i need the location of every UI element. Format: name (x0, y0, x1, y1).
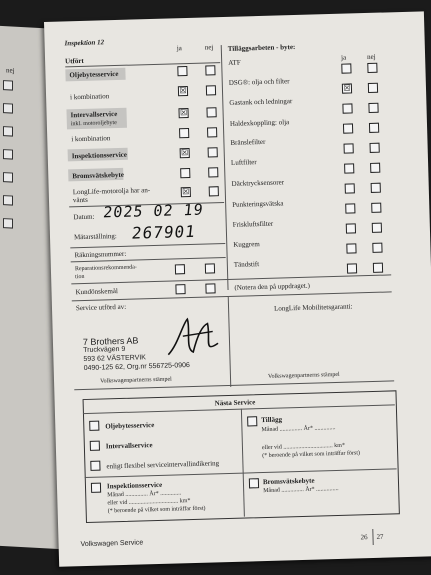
next-service-title: Nästa Service (214, 398, 256, 408)
left-item-label: i kombination (70, 92, 110, 102)
next-oil-label: Oljebytesservice (105, 421, 155, 431)
stamp-street: Truckvägen 9 (83, 345, 126, 355)
performed-by-label: Service utförd av: (75, 302, 127, 313)
left-item-sub: vänts (72, 195, 88, 205)
repair-sub: tion (75, 273, 85, 281)
right-item-label: Bränslefilter (230, 137, 266, 147)
prev-checkbox (3, 218, 13, 229)
checkbox-no[interactable] (367, 63, 377, 73)
checkbox-yes[interactable] (345, 203, 355, 213)
right-item-label: ATF (228, 58, 241, 67)
checkbox-yes[interactable] (346, 243, 356, 253)
right-item-label: Gastank och ledningar (229, 97, 293, 107)
checkbox-no[interactable] (368, 83, 378, 93)
prev-nej-label: nej (6, 66, 15, 75)
checkbox-yes[interactable]: ☒ (179, 108, 188, 118)
checkbox-no[interactable] (372, 243, 382, 253)
checkbox-yes[interactable]: ☒ (343, 83, 351, 93)
checkbox-yes[interactable] (346, 223, 356, 233)
checkbox-tillagg[interactable] (247, 416, 257, 426)
checkbox-no[interactable] (205, 263, 215, 273)
divider (70, 243, 225, 248)
left-section-title: Utfört (64, 56, 84, 66)
right-item-label: Haldexkoppling: olja (229, 118, 290, 128)
left-item-label: Intervallservice (70, 109, 118, 120)
checkbox-yes[interactable] (180, 168, 190, 178)
date-label: Datum: (73, 212, 95, 222)
checkbox-yes[interactable] (344, 143, 354, 153)
next-inspection-note: (* beroende på vilket som inträffar först) (107, 505, 206, 515)
checkbox-no[interactable] (206, 85, 216, 95)
footer-page-right: 27 (376, 532, 384, 541)
right-section-title: Tilläggsarbeten - byte: (227, 42, 296, 53)
next-flex-label: enligt flexibel serviceintervallindikering (106, 459, 220, 471)
checkbox-no[interactable] (371, 183, 381, 193)
left-item-label: i kombination (71, 134, 111, 144)
mileage-value[interactable]: 267901 (130, 221, 197, 243)
right-col-no: nej (366, 52, 376, 61)
right-item-label: DSG®: olja och filter (228, 77, 290, 87)
divider (228, 297, 232, 387)
next-tillagg-km[interactable]: eller vid ................................. km* (261, 442, 346, 452)
stamp-caption-left: Volkswagenpartnerns stämpel (99, 376, 172, 385)
prev-checkbox (3, 103, 13, 114)
left-item-label: Oljebytesservice (69, 69, 119, 80)
checkbox-yes[interactable] (175, 284, 185, 294)
footer-page-left: 26 (360, 533, 368, 542)
repair-label: Reparationsrekommenda- (74, 264, 137, 273)
mileage-label: Mätarställning: (73, 232, 117, 242)
checkbox-no[interactable] (372, 223, 382, 233)
date-value[interactable]: 2025 02 19 (102, 200, 205, 222)
checkbox-no[interactable] (368, 103, 378, 113)
divider (71, 274, 391, 284)
prev-checkbox (3, 195, 13, 206)
checkbox-no[interactable] (208, 147, 218, 157)
next-interval-label: Intervallservice (105, 441, 153, 451)
next-tillagg-month[interactable]: Månad ............... År* .............. (261, 425, 336, 434)
right-item-label: Luftfilter (230, 158, 257, 167)
next-inspection-label: Inspektionsservice (106, 480, 163, 491)
stamp-caption-right: Volkswagenpartnerns stämpel (267, 371, 340, 380)
next-inspection-km[interactable]: eller vid ................................. km* (107, 498, 191, 507)
longlife-label: LongLife Mobilitetsgaranti: (273, 302, 353, 313)
checkbox-no[interactable] (370, 143, 380, 153)
prev-checkbox (3, 172, 13, 183)
page-label: Inspektion 12 (64, 38, 105, 48)
checkbox-yes[interactable] (347, 263, 357, 273)
prev-checkbox (3, 126, 13, 137)
next-brake-label: Bromsvätskebyte (262, 476, 315, 487)
customer-label: Kundönskemål (75, 287, 119, 297)
checkbox-yes[interactable] (177, 66, 187, 76)
checkbox-yes[interactable] (175, 264, 185, 274)
right-col-yes: ja (341, 53, 347, 62)
left-item-label: LongLife-motorolja har an- (72, 186, 151, 197)
checkbox-no[interactable] (207, 127, 217, 137)
checkbox-yes[interactable] (179, 128, 189, 138)
left-item-sub: inkl. motoroljebyte (70, 120, 117, 128)
checkbox-no[interactable] (205, 65, 215, 75)
right-item-label: Tändstift (233, 260, 260, 269)
prev-checkbox (3, 80, 13, 91)
checkbox-interval[interactable] (90, 441, 100, 451)
checkbox-yes[interactable] (343, 123, 353, 133)
checkbox-inspection[interactable] (91, 483, 101, 493)
right-item-label: Friskluftsfilter (232, 219, 274, 229)
checkbox-yes[interactable] (341, 63, 351, 73)
prev-checkbox (3, 149, 13, 160)
checkbox-yes[interactable] (345, 183, 355, 193)
next-brake-month[interactable]: Månad ............... År* ............... (263, 485, 339, 495)
col-yes: ja (176, 44, 182, 53)
right-item-label: Punkteringsvätska (232, 199, 284, 209)
right-item-label: Däcktrycksensorer (231, 178, 285, 188)
stamp-phone: 0490-125 62, Org.nr 556725-0906 (83, 362, 190, 373)
signature (162, 313, 223, 365)
checkbox-brake[interactable] (249, 478, 259, 488)
stamp-city: 593 62 VÄSTERVIK (83, 354, 147, 364)
checkbox-no[interactable] (206, 107, 216, 117)
stamp-name: 7 Brothers AB (82, 335, 139, 348)
col-no: nej (204, 43, 214, 52)
divider (221, 45, 229, 290)
divider (72, 291, 392, 301)
note-text: (Notera den på uppdraget.) (234, 281, 310, 292)
checkbox-no[interactable] (371, 203, 381, 213)
checkbox-flex[interactable] (90, 461, 100, 471)
checkbox-no[interactable] (373, 263, 383, 273)
footer-brand: Volkswagen Service (80, 539, 144, 549)
checkbox-yes[interactable]: ☒ (179, 86, 187, 96)
divider (65, 62, 220, 67)
invoice-label: Räkningsnummer: (74, 249, 127, 260)
next-tillagg-label: Tillägg (261, 415, 283, 425)
checkbox-yes[interactable]: ☒ (182, 187, 190, 197)
checkbox-yes[interactable]: ☒ (180, 148, 189, 158)
checkbox-yes[interactable] (342, 103, 352, 113)
right-item-label: Kuggrem (233, 240, 260, 249)
next-tillagg-note: (* beroende på vilket som inträffar först) (262, 450, 361, 460)
checkbox-no[interactable] (369, 123, 379, 133)
checkbox-no[interactable] (370, 163, 380, 173)
checkbox-yes[interactable] (344, 163, 354, 173)
checkbox-oil[interactable] (89, 421, 99, 431)
divider (372, 529, 373, 545)
next-inspection-month[interactable]: Månad ............... År* .............. (107, 490, 182, 499)
service-booklet-page (44, 11, 431, 566)
left-item-label: Inspektionsservice (71, 150, 128, 161)
checkbox-no[interactable] (209, 186, 219, 196)
checkbox-no[interactable] (205, 283, 215, 293)
left-item-label: Bromsvätskebyte (72, 170, 125, 181)
checkbox-no[interactable] (208, 167, 218, 177)
